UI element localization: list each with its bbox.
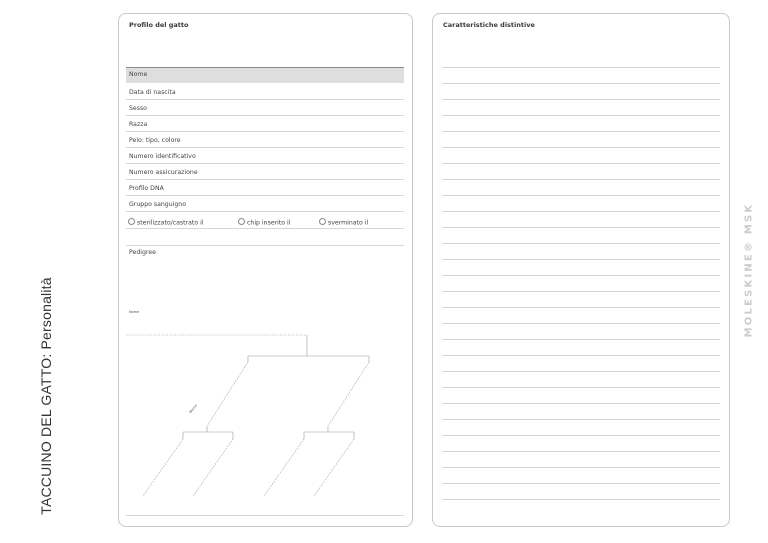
ruled-line — [442, 371, 720, 372]
check-chip[interactable]: chip inserito il — [238, 218, 291, 227]
ruled-line — [442, 467, 720, 468]
ruled-line — [442, 307, 720, 308]
page-bottom-line — [126, 515, 404, 516]
ruled-line — [442, 355, 720, 356]
ruled-line — [442, 339, 720, 340]
ruled-line — [442, 115, 720, 116]
field-breed: Razza — [129, 121, 148, 128]
field-id-number: Numero identificativo — [129, 153, 196, 160]
pedigree-name-label: Nome — [129, 310, 140, 314]
field-blood-group: Gruppo sanguigno — [129, 201, 187, 208]
pedigree-tree — [119, 14, 414, 528]
ruled-line — [442, 291, 720, 292]
ruled-line — [442, 435, 720, 436]
ruled-line — [442, 147, 720, 148]
ruled-line — [442, 67, 720, 68]
ruled-line — [442, 227, 720, 228]
field-sex: Sesso — [129, 105, 147, 112]
ruled-line — [442, 259, 720, 260]
ruled-line — [442, 131, 720, 132]
field-coat: Pelo: tipo, colore — [129, 137, 181, 144]
ruled-line — [442, 99, 720, 100]
ruled-line — [442, 483, 720, 484]
ruled-line — [442, 387, 720, 388]
field-dna-profile: Profilo DNA — [129, 185, 164, 192]
ruled-line — [442, 243, 720, 244]
ruled-line — [442, 163, 720, 164]
page-title: Profilo del gatto — [129, 21, 189, 29]
pedigree-branch-label: Nome — [188, 403, 198, 415]
brand-logo: MOLESKINE® MSK — [743, 202, 755, 338]
ruled-line — [442, 195, 720, 196]
ruled-line — [442, 403, 720, 404]
distinctive-features-page — [432, 13, 730, 527]
check-dewormed[interactable]: sverminato il — [319, 218, 368, 227]
field-birthdate: Data di nascita — [129, 89, 176, 96]
ruled-line — [442, 83, 720, 84]
page-title: Caratteristiche distintive — [443, 21, 535, 29]
ruled-line — [442, 275, 720, 276]
check-neutered[interactable]: sterilizzato/castrato il — [128, 218, 204, 227]
ruled-line — [442, 499, 720, 500]
field-name: Nome — [129, 71, 148, 78]
field-insurance-number: Numero assicurazione — [129, 169, 198, 176]
side-title: TACCUINO DEL GATTO: Personalità — [38, 277, 54, 515]
ruled-line — [442, 179, 720, 180]
ruled-line — [442, 211, 720, 212]
ruled-line — [442, 451, 720, 452]
ruled-line — [442, 419, 720, 420]
ruled-line — [442, 323, 720, 324]
cat-profile-page — [118, 13, 413, 527]
pedigree-title: Pedigree — [129, 249, 156, 256]
